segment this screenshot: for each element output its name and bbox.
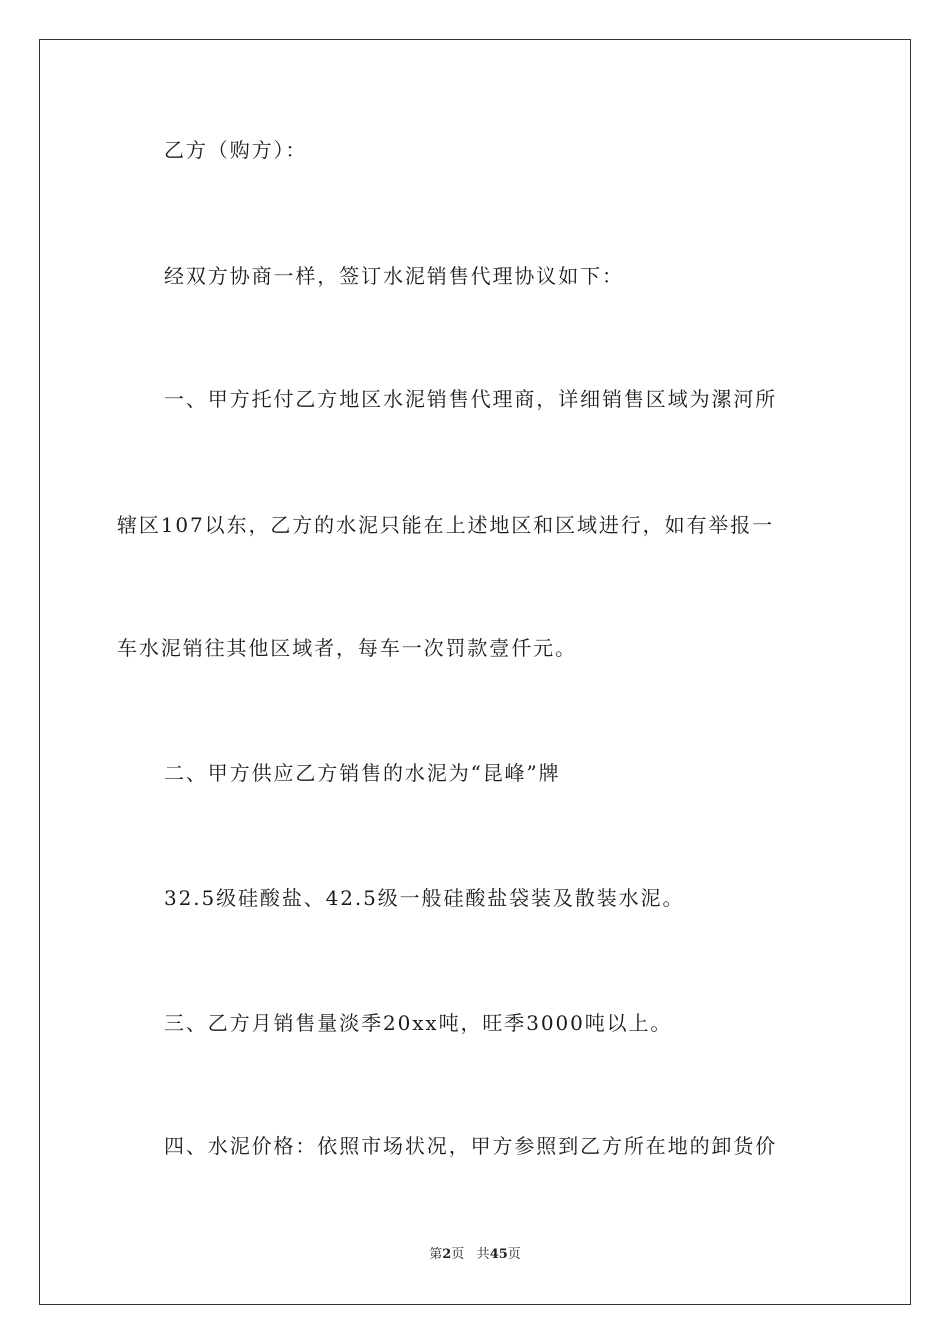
clause-2-line-2: 32.5级硅酸盐、42.5级一般硅酸盐袋装及散装水泥。 xyxy=(164,886,685,910)
page-suffix: 页 xyxy=(451,1247,465,1262)
clause-1-line-2: 辖区107以东，乙方的水泥只能在上述地区和区域进行，如有举报一 xyxy=(117,513,775,537)
current-page-number: 2 xyxy=(442,1247,452,1262)
clause-4-line-1: 四、水泥价格：依照市场状况，甲方参照到乙方所在地的卸货价 xyxy=(164,1134,778,1158)
clause-1-line-3: 车水泥销往其他区域者，每车一次罚款壹仟元。 xyxy=(117,636,577,660)
total-suffix: 页 xyxy=(507,1247,521,1262)
page-border xyxy=(39,39,911,1305)
clause-3-line-1: 三、乙方月销售量淡季20xx吨，旺季3000吨以上。 xyxy=(164,1011,673,1035)
party-b-line: 乙方（购方）： xyxy=(164,138,308,162)
clause-1-line-1: 一、甲方托付乙方地区水泥销售代理商，详细销售区域为漯河所 xyxy=(164,387,778,411)
agreement-intro: 经双方协商一样，签订水泥销售代理协议如下： xyxy=(164,264,624,288)
page-prefix: 第 xyxy=(429,1247,443,1262)
total-prefix: 共 xyxy=(476,1247,490,1262)
page-footer xyxy=(0,1246,950,1264)
total-page-count: 45 xyxy=(489,1247,508,1262)
clause-2-line-1: 二、甲方供应乙方销售的水泥为“昆峰”牌 xyxy=(164,761,561,785)
